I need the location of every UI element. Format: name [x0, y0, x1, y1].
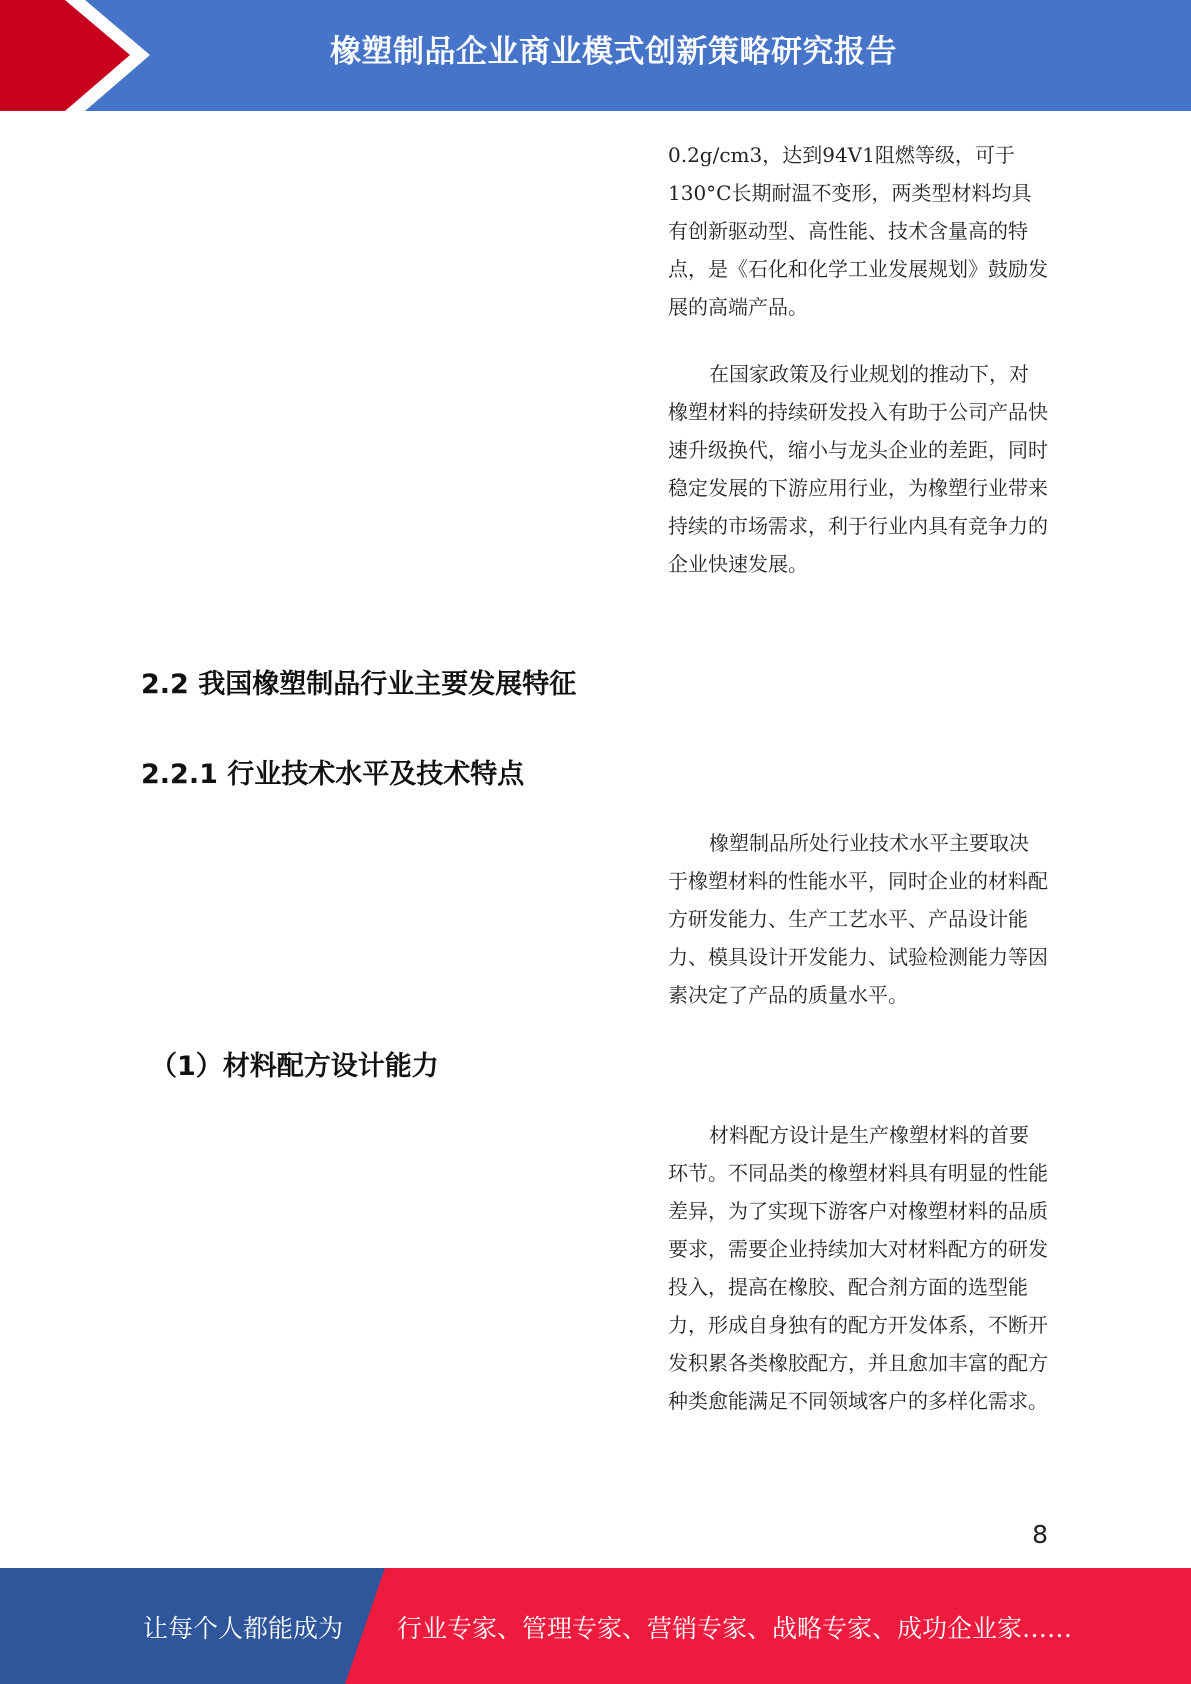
paragraph-technical-level: 橡塑制品所处行业技术水平主要取决于橡塑材料的性能水平，同时企业的材料配方研发能力、生产工艺水平、产品设计能力、模具设计开发能力、试验检测能力等因素决定了产品的质量水平。 [668, 831, 1048, 1007]
paragraph-formulation-design: 材料配方设计是生产橡塑材料的首要环节。不同品类的橡塑材料具有明显的性能差异，为了实现下游客户对橡塑材料的品质要求，需要企业持续加大对材料配方的研发投入，提高在橡胶、配合剂方面的选型能力，形成自身独有的配方开发体系，不断开发积累各类橡胶配方，并且愈加丰富的配方种类愈能满足不同领域客户的多样化需求。 [668, 1123, 1048, 1413]
section-heading-2-2: 2.2 我国橡塑制品行业主要发展特征 [141, 669, 577, 700]
report-title: 橡塑制品企业商业模式创新策略研究报告 [330, 34, 897, 70]
paragraph-material-properties: 0.2g/cm3，达到94V1阻燃等级，可于130°C长期耐温不变形，两类型材料均具有创新驱动型、高性能、技术含量高的特点，是《石化和化学工业发展规划》鼓励发展的高端产品。 [668, 143, 1048, 319]
footer-slogan-right: 行业专家、管理专家、营销专家、战略专家、成功企业家…… [397, 1614, 1073, 1643]
footer-slogan-left: 让每个人都能成为 [143, 1614, 344, 1643]
page-header [0, 0, 1191, 111]
page-number: 8 [1032, 1520, 1048, 1549]
paragraph-policy-impact: 在国家政策及行业规划的推动下，对橡塑材料的持续研发投入有助于公司产品快速升级换代，缩小与龙头企业的差距，同时稳定发展的下游应用行业，为橡塑行业带来持续的市场需求，利于行业内具有竞争力的企业快速发展。 [668, 362, 1048, 576]
section-heading-2-2-1: 2.2.1 行业技术水平及技术特点 [141, 759, 525, 790]
page-footer [0, 1568, 1191, 1684]
subheading-material-formulation: （1）材料配方设计能力 [150, 1051, 439, 1082]
